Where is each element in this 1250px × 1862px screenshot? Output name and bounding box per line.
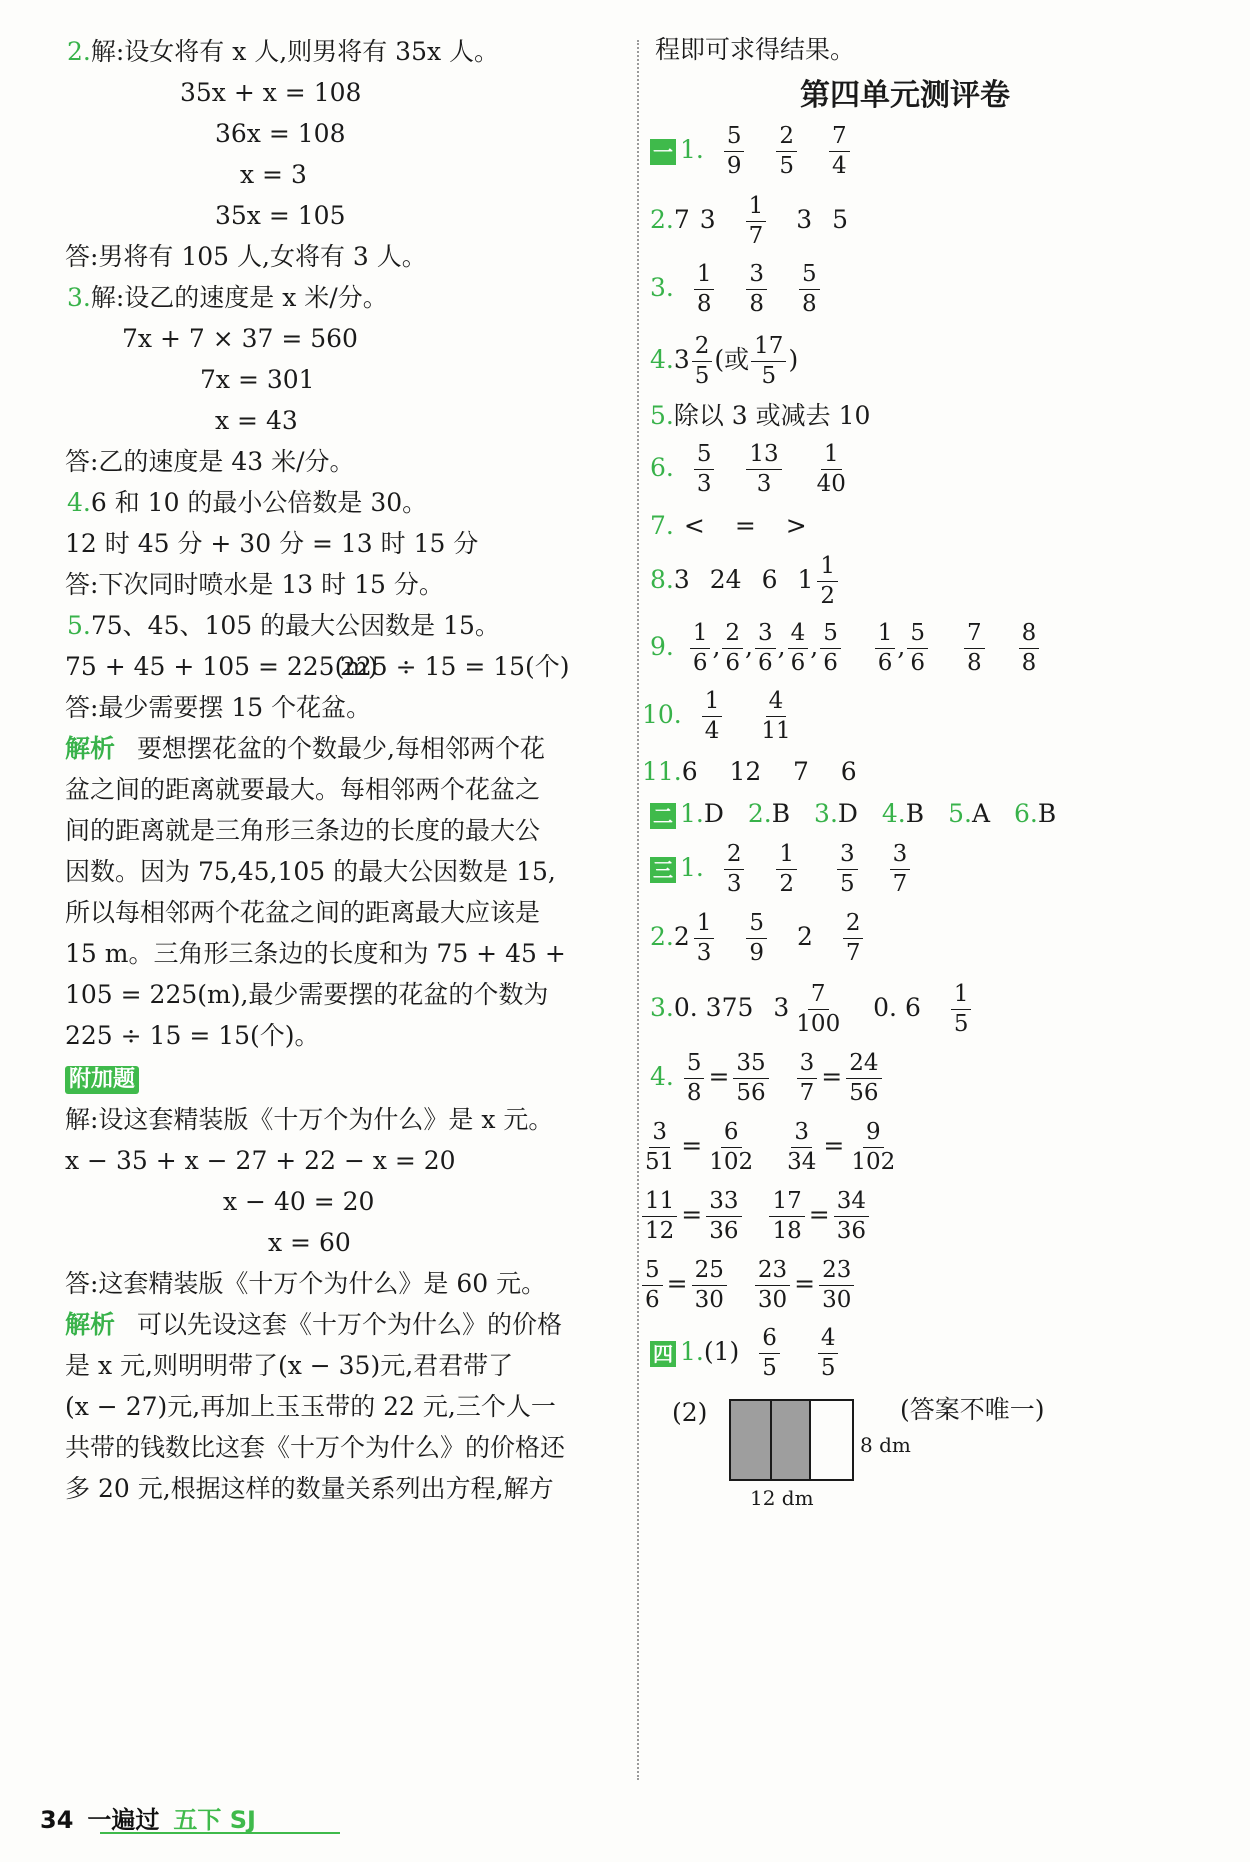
width-label: 12 dm	[750, 1486, 814, 1510]
s1-q11: 11.6 12 7 6	[642, 757, 857, 786]
s1-q9: 9. $\frac{1}{6}$ , $\frac{2}{6}$ , $\frac{3}{6}$ , $\frac{4}{6}$ , $\frac{5}{6}$ $\frac{1}{6}$ , $\frac{5}{6}$ $\frac{7}{8}$ $\frac{8}{8}$	[650, 622, 1051, 675]
s3-q2: 2.2 $\frac{1}{3}$ $\frac{5}{9}$ 2 $\frac{2}{7}$	[650, 912, 875, 965]
bonus-statement: 解:设这套精装版《十万个为什么》是 x 元。	[65, 1105, 554, 1134]
s3-q4-row: $\frac{3}{51}$ = $\frac{6}{102}$ $\frac{3}{34}$ = $\frac{9}{102}$	[645, 1119, 896, 1175]
equation: x = 60	[268, 1228, 351, 1257]
equation: x − 35 + x − 27 + 22 − x = 20	[65, 1146, 456, 1175]
calculation: 12 时 45 分 + 30 分 = 13 时 15 分	[65, 529, 479, 558]
s3-q4-row: $\frac{5}{6}$ = $\frac{25}{30}$ $\frac{23}{30}$ = $\frac{23}{30}$	[640, 1259, 856, 1312]
analysis-line: 因数。因为 75,45,105 的最大公因数是 15,	[65, 857, 556, 886]
s1-q3: 3. $\frac{1}{8}$ $\frac{3}{8}$ $\frac{5}{8}$	[650, 263, 832, 316]
answer: 答:男将有 105 人,女将有 3 人。	[65, 242, 427, 271]
height-label: 8 dm	[860, 1433, 911, 1457]
analysis-line: (x − 27)元,再加上玉玉带的 22 元,三个人一	[65, 1392, 556, 1421]
s1-q2: 2.7 3 $\frac{1}{7}$ 3 5	[650, 193, 849, 249]
equation: 7x + 7 × 37 = 560	[122, 324, 358, 353]
grade-label: 五下 SJ	[173, 1806, 256, 1834]
equation: 35x = 105	[215, 201, 346, 230]
continuation: 程即可求得结果。	[655, 35, 856, 64]
s1-q4: 4.3 $\frac{2}{5}$ (或 $\frac{17}{5}$ )	[650, 333, 799, 389]
s1-q10: 10. $\frac{1}{4}$ $\frac{4}{11}$	[642, 688, 791, 744]
s4-q2-note: (答案不唯一)	[900, 1395, 1045, 1424]
s1-q1: 一 1. $\frac{5}{9}$ $\frac{2}{5}$ $\frac{7}{4}$	[650, 125, 862, 178]
equation: 7x = 301	[200, 365, 315, 394]
equation: x = 3	[240, 160, 307, 189]
equation: x − 40 = 20	[223, 1187, 375, 1216]
analysis-line: 间的距离就是三角形三条边的长度的最大公	[65, 816, 541, 845]
calculation: 75 + 45 + 105 = 225(m)	[65, 652, 378, 681]
analysis-line: 多 20 元,根据这样的数量关系列出方程,解方	[65, 1474, 554, 1503]
column-divider	[637, 40, 639, 1780]
s1-q6: 6. $\frac{5}{3}$ $\frac{13}{3}$ $\frac{1}{40}$	[650, 441, 846, 497]
s3-q1: 三 1. $\frac{2}{3}$ $\frac{1}{2}$ $\frac{3}{5}$ $\frac{3}{7}$	[650, 843, 922, 896]
s2-answers: 二 1.D 2.B 3.D 4.B 5.A 6.B	[650, 794, 1056, 834]
s3-q4-row: $\frac{11}{12}$ = $\frac{33}{36}$ $\frac{17}{18}$ = $\frac{34}{36}$	[640, 1190, 871, 1243]
equation: x = 43	[215, 406, 298, 435]
footer-underline	[100, 1832, 340, 1834]
bonus-heading: 附加题	[65, 1058, 139, 1098]
page-number: 34	[40, 1806, 74, 1834]
answer: 答:下次同时喷水是 13 时 15 分。	[65, 570, 444, 599]
section-marker: 四	[650, 1341, 676, 1367]
analysis-line: 解析 可以先设这套《十万个为什么》的价格	[65, 1310, 563, 1339]
unshaded-part	[810, 1400, 853, 1480]
q2-statement: 2.解:设女将有 x 人,则男将有 35x 人。	[67, 37, 500, 66]
analysis-line: 解析 要想摆花盆的个数最少,每相邻两个花	[65, 734, 545, 763]
answer: 答:这套精装版《十万个为什么》是 60 元。	[65, 1269, 547, 1298]
answer: 答:最少需要摆 15 个花盆。	[65, 693, 372, 722]
equation: 35x + x = 108	[180, 78, 362, 107]
page-footer	[40, 1800, 256, 1835]
s1-q5: 5.除以 3 或减去 10	[650, 401, 871, 430]
q3-statement: 3.解:设乙的速度是 x 米/分。	[67, 283, 388, 312]
s3-q4-row: 4. $\frac{5}{8}$ = $\frac{35}{56}$ $\frac{3}{7}$ = $\frac{24}{56}$	[650, 1052, 884, 1105]
analysis-label: 解析	[65, 734, 116, 763]
analysis-line: 225 ÷ 15 = 15(个)。	[65, 1021, 320, 1050]
section-marker: 一	[650, 139, 676, 165]
analysis-line: 15 m。三角形三条边的长度和为 75 + 45 +	[65, 939, 566, 968]
analysis-line: 105 = 225(m),最少需要摆的花盆的个数为	[65, 980, 549, 1009]
section-marker: 二	[650, 803, 676, 829]
analysis-line: 所以每相邻两个花盆之间的距离最大应该是	[65, 898, 541, 927]
answer: 答:乙的速度是 43 米/分。	[65, 447, 355, 476]
section-marker: 三	[650, 857, 676, 883]
analysis-line: 共带的钱数比这套《十万个为什么》的价格还	[65, 1433, 566, 1462]
calculation: 225 ÷ 15 = 15(个)	[340, 652, 570, 681]
page-title: 第四单元测评卷	[800, 78, 1010, 113]
book-name: 一遍过	[87, 1806, 160, 1834]
s4-q1: 四 1.(1) $\frac{6}{5}$ $\frac{4}{5}$	[650, 1327, 850, 1380]
q4-statement: 4.6 和 10 的最小公倍数是 30。	[67, 488, 428, 517]
s3-q3: 3.0. 375 3 $\frac{7}{100}$ 0. 6 $\frac{1}{5}$	[650, 983, 983, 1036]
s4-q2-label: (2)	[672, 1398, 708, 1427]
s1-q8: 8.3 24 6 1 $\frac{1}{2}$	[650, 555, 850, 608]
s1-q7: 7. < = >	[650, 511, 807, 540]
analysis-line: 盆之间的距离就要最大。每相邻两个花盆之	[65, 775, 541, 804]
equation: 36x = 108	[215, 119, 346, 148]
q5-statement: 5.75、45、105 的最大公因数是 15。	[67, 611, 500, 640]
analysis-line: 是 x 元,则明明带了(x − 35)元,君君带了	[65, 1351, 514, 1380]
